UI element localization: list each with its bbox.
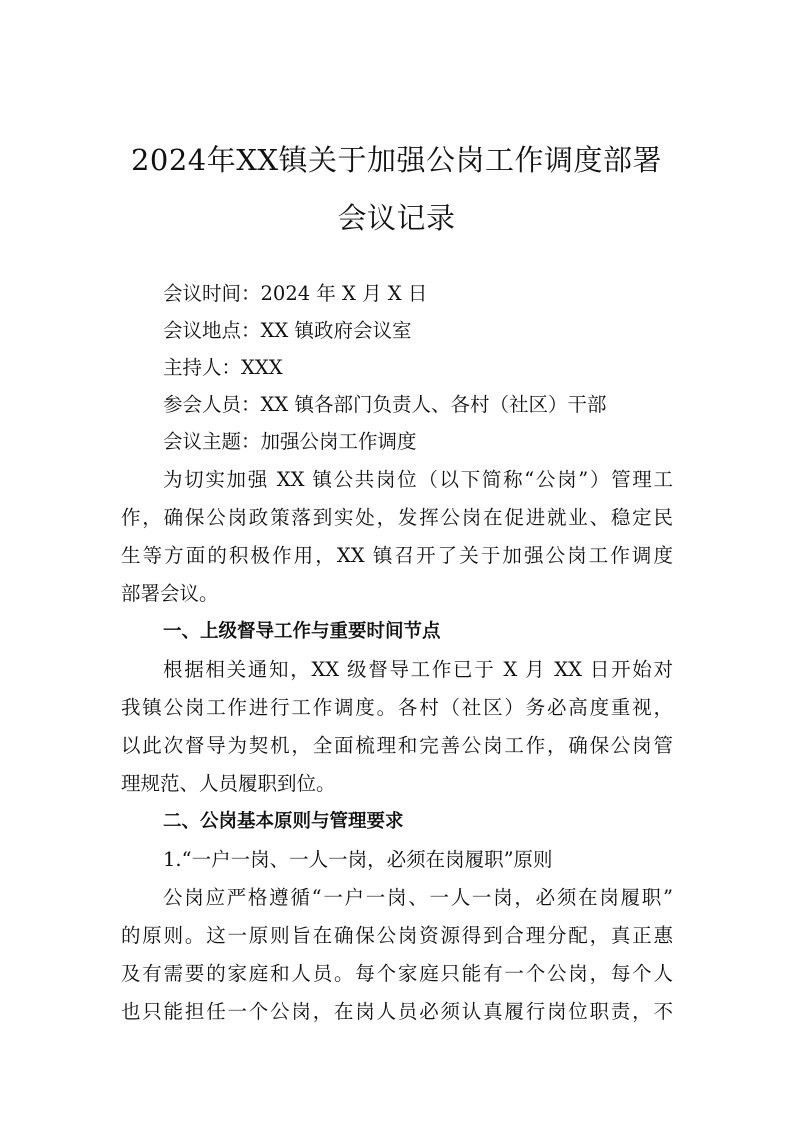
section-2-line: 公岗应严格遵循“一户一岗、一人一岗，必须在岗履职” bbox=[163, 886, 673, 909]
intro-line: 为切实加强 XX 镇公共岗位（以下简称“公岗”）管理工 bbox=[163, 468, 673, 491]
section-2-line: 及有需要的家庭和人员。每个家庭只能有一个公岗，每个人 bbox=[121, 962, 673, 985]
section-2-line: 的原则。这一原则旨在确保公岗资源得到合理分配，真正惠 bbox=[121, 924, 673, 947]
section-1-line: 理规范、人员履职到位。 bbox=[121, 772, 336, 795]
intro-line: 作，确保公岗政策落到实处，发挥公岗在促进就业、稳定民 bbox=[121, 506, 673, 529]
meeting-place: 会议地点：XX 镇政府会议室 bbox=[163, 319, 412, 342]
section-1-heading: 一、上级督导工作与重要时间节点 bbox=[163, 621, 441, 642]
section-2-subheading: 1.“一户一岗、一人一岗，必须在岗履职”原则 bbox=[163, 848, 553, 871]
section-1-line: 根据相关通知，XX 级督导工作已于 X 月 XX 日开始对 bbox=[163, 658, 673, 681]
document-title-line-2: 会议记录 bbox=[337, 201, 456, 235]
intro-line: 部署会议。 bbox=[121, 582, 219, 605]
meeting-topic: 会议主题：加强公岗工作调度 bbox=[163, 430, 417, 453]
section-1-line: 以此次督导为契机，全面梳理和完善公岗工作，确保公岗管 bbox=[121, 734, 673, 757]
meeting-time: 会议时间：2024 年 X 月 X 日 bbox=[163, 282, 428, 305]
meeting-host: 主持人：XXX bbox=[163, 356, 283, 379]
section-2-heading: 二、公岗基本原则与管理要求 bbox=[163, 811, 404, 832]
meeting-attendees: 参会人员：XX 镇各部门负责人、各村（社区）干部 bbox=[163, 393, 607, 416]
section-1-line: 我镇公岗工作进行工作调度。各村（社区）务必高度重视， bbox=[121, 696, 673, 719]
document-title-line-1: 2024年XX镇关于加强公岗工作调度部署 bbox=[130, 143, 663, 177]
intro-line: 生等方面的积极作用，XX 镇召开了关于加强公岗工作调度 bbox=[121, 544, 673, 567]
section-2-line: 也只能担任一个公岗，在岗人员必须认真履行岗位职责，不 bbox=[121, 1000, 673, 1023]
